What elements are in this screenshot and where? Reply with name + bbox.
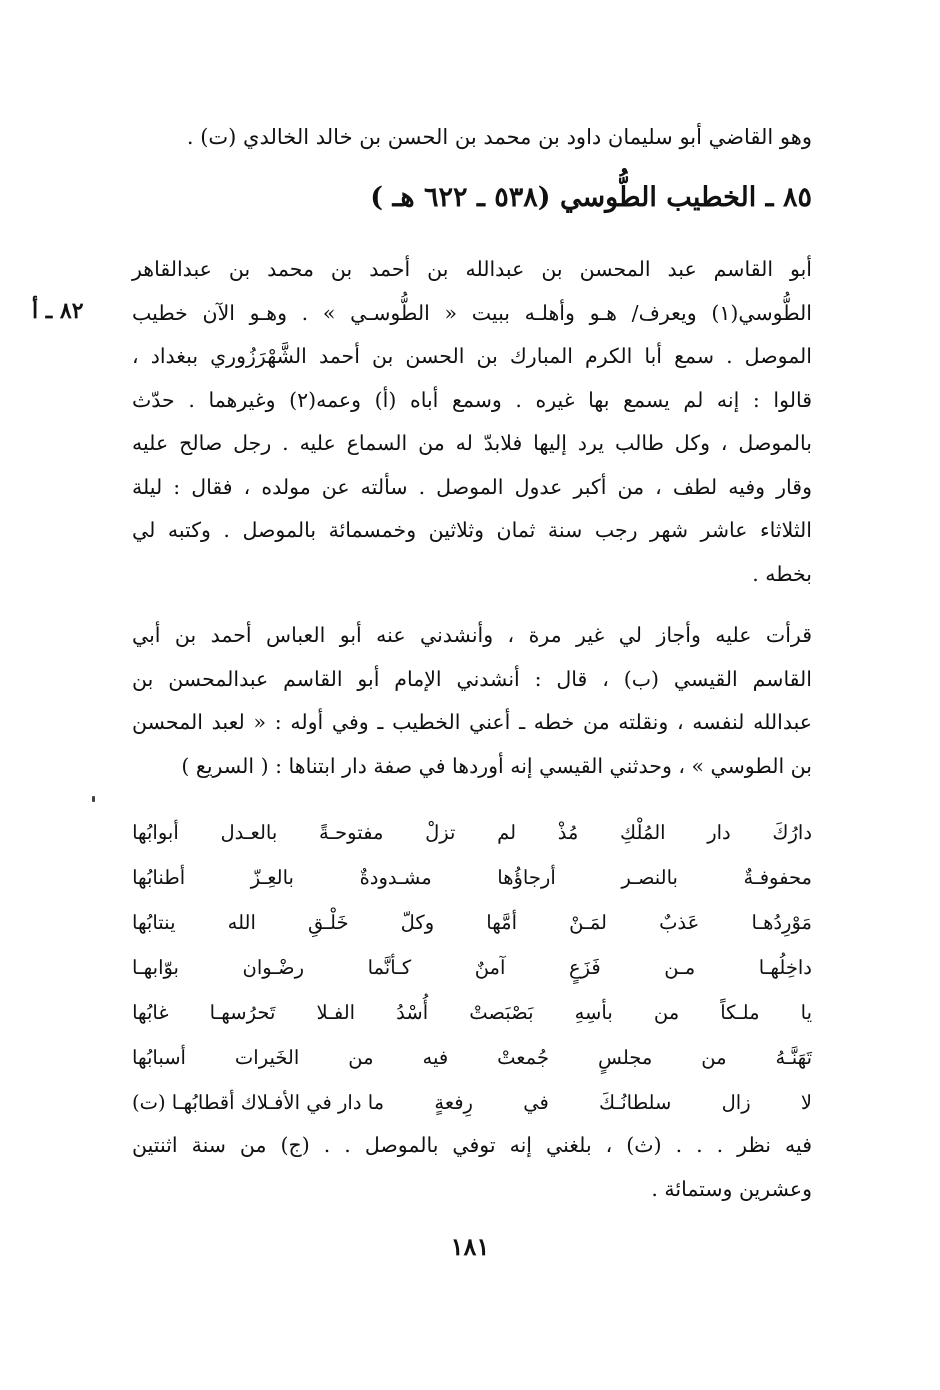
- verse-word: ينتابُها: [132, 911, 176, 934]
- verse-word: وكلّ: [400, 911, 435, 934]
- paragraph-line: أبو القاسم عبد المحسن بن عبدالله بن أحمد بن محمد بن عبدالقاهر: [132, 257, 812, 281]
- verse-word: تَحرُسهـا: [209, 1001, 276, 1024]
- verse-word: أرجاؤُها: [497, 866, 556, 889]
- entry-heading: ٨٥ ـ الخطيب الطُّوسي (٥٣٨ ـ ٦٢٢ هـ ): [370, 182, 812, 213]
- verse-word: من: [348, 1046, 374, 1069]
- verse-word: ما دار في الأفـلاك أقطابُهـا (ت): [132, 1091, 385, 1114]
- verse-word: مُذْ: [557, 821, 579, 844]
- paragraph-line: الثلاثاء عاشر شهر رجب سنة ثمان وثلاثين وخمسمائة بالموصل . وكتبه لي: [132, 518, 812, 542]
- paragraph-line: القاسم القيسي (ب) ، قال : أنشدني الإمام أبو القاسم عبدالمحسن بن: [132, 666, 812, 691]
- verse-word: مجلسٍ: [597, 1046, 653, 1069]
- paragraph-line: بخطه .: [752, 561, 812, 586]
- verse-word: أسبابُها: [132, 1046, 186, 1069]
- paragraph-line: قالوا : إنه لم يسمع بها غيره . وسمع أباه (أ) وعمه(٢) وغيرهما . حدّث: [132, 387, 812, 412]
- verse-word: بأسِهِ: [574, 1001, 613, 1024]
- paragraph-line: بن الطوسي » ، وحدثني القيسي إنه أوردها في صفة دار ابتناها : ( السريع ): [181, 753, 812, 778]
- biography-paragraph: [132, 248, 812, 596]
- verse-word: من: [701, 1046, 727, 1069]
- paragraph-line: عبدالله لنفسه ، ونقلته من خطه ـ أعني الخطيب ـ وفي أوله : « لعبد المحسن: [132, 710, 812, 734]
- verse-word: بوّابهـا: [132, 956, 179, 979]
- verse-word: عَذبٌ: [659, 911, 700, 934]
- verse-word: بالعـدل: [220, 821, 278, 844]
- poem-verse: [132, 949, 812, 994]
- verse-word: مَوْرِدُهـا: [751, 911, 812, 934]
- paragraph-line: وعشرين وستمائة .: [651, 1176, 812, 1201]
- verse-word: ملـكاً: [720, 1001, 760, 1024]
- verse-word: فَزَعٍ: [568, 956, 601, 979]
- verse-word: المُلْكِ: [620, 821, 666, 844]
- verse-word: رضْـوان: [242, 956, 305, 979]
- verse-word: محفوفـةٌ: [743, 866, 812, 889]
- verse-word: من: [653, 1001, 680, 1024]
- verse-word: داخِلُهـا: [758, 956, 812, 979]
- verse-word: لمَـنْ: [569, 911, 607, 934]
- paragraph-line: وقار وفيه لطف ، من أكبر عدول الموصل . سألته عن مولده ، فقال : ليلة: [132, 474, 812, 499]
- verse-word: مشـدودةٌ: [359, 866, 432, 889]
- verse-word: زال: [721, 1091, 751, 1114]
- paragraph-line: قرأت عليه وأجاز لي غير مرة ، وأنشدني عنه أبو العباس أحمد بن أبي: [132, 623, 812, 647]
- verse-word: أطنابُها: [132, 866, 186, 889]
- verse-word: بَصْبَصتْ: [469, 1001, 534, 1024]
- verse-word: غابُها: [132, 1001, 169, 1024]
- paragraph-line: بالموصل ، وكل طالب يرد إليها فلابدّ له من السماع عليه . رجل صالح عليه: [132, 431, 812, 455]
- poem-verse: [132, 994, 812, 1039]
- scan-speck: [92, 796, 95, 802]
- verse-word: دارُكَ: [772, 821, 812, 844]
- verse-word: تزلْ: [425, 821, 456, 844]
- page-number: ١٨١: [450, 1232, 490, 1261]
- verse-word: أمَّها: [486, 911, 518, 934]
- poem-verse: [132, 904, 812, 949]
- verse-word: سلطانُـكَ: [599, 1091, 672, 1114]
- verse-word: مـن: [664, 956, 696, 979]
- transmission-paragraph: [132, 614, 812, 788]
- closing-paragraph: [132, 1124, 812, 1211]
- verse-word: خَلْـقِ: [308, 911, 349, 934]
- verse-word: فيه: [422, 1046, 449, 1069]
- poem-verse: [132, 1039, 812, 1084]
- verse-word: الفـلا: [316, 1001, 356, 1024]
- verse-word: لا: [800, 1091, 812, 1114]
- verse-word: يا: [800, 1001, 812, 1024]
- verse-word: بالنصـر: [621, 866, 678, 889]
- poem-verse: [132, 1084, 812, 1129]
- verse-word: آمنٌ: [474, 956, 506, 979]
- verse-word: لم: [497, 821, 517, 844]
- paragraph-line: الموصل . سمع أبا الكرم المبارك بن الحسن بن أحمد الشَّهْرَزُوري ببغداد ،: [132, 344, 812, 368]
- previous-entry-end-line: وهو القاضي أبو سليمان داود بن محمد بن الحسن بن خالد الخالدي (ت) .: [186, 125, 812, 149]
- verse-word: تَهَنَّـهُ: [775, 1046, 812, 1069]
- poem: [132, 814, 812, 1129]
- paragraph-line: فيه نظر . . . (ث) ، بلغني إنه توفي بالموصل . . (ج) من سنة اثنتين: [132, 1133, 812, 1157]
- verse-word: أبوابُها: [132, 821, 179, 844]
- poem-verse: [132, 814, 812, 859]
- verse-word: كـأنَّما: [367, 956, 412, 979]
- verse-word: دار: [707, 821, 731, 844]
- verse-word: في: [523, 1091, 549, 1114]
- verse-word: رِفعةٍ: [434, 1091, 473, 1114]
- manuscript-folio-note: ٨٢ ـ أ: [32, 298, 84, 324]
- verse-word: الله: [227, 911, 256, 934]
- verse-word: أُسْدُ: [396, 1001, 429, 1024]
- poem-verse: [132, 859, 812, 904]
- verse-word: جُمعتْ: [497, 1046, 550, 1069]
- verse-word: مفتوحـةً: [318, 821, 384, 844]
- paragraph-line: الطُّوسي(١) ويعرف/ هـو وأهلـه ببيت « الطُّوسـي » . وهـو الآن خطيب: [132, 300, 812, 325]
- verse-word: بالعِـزّ: [250, 866, 294, 889]
- verse-word: الخَيرات: [234, 1046, 300, 1069]
